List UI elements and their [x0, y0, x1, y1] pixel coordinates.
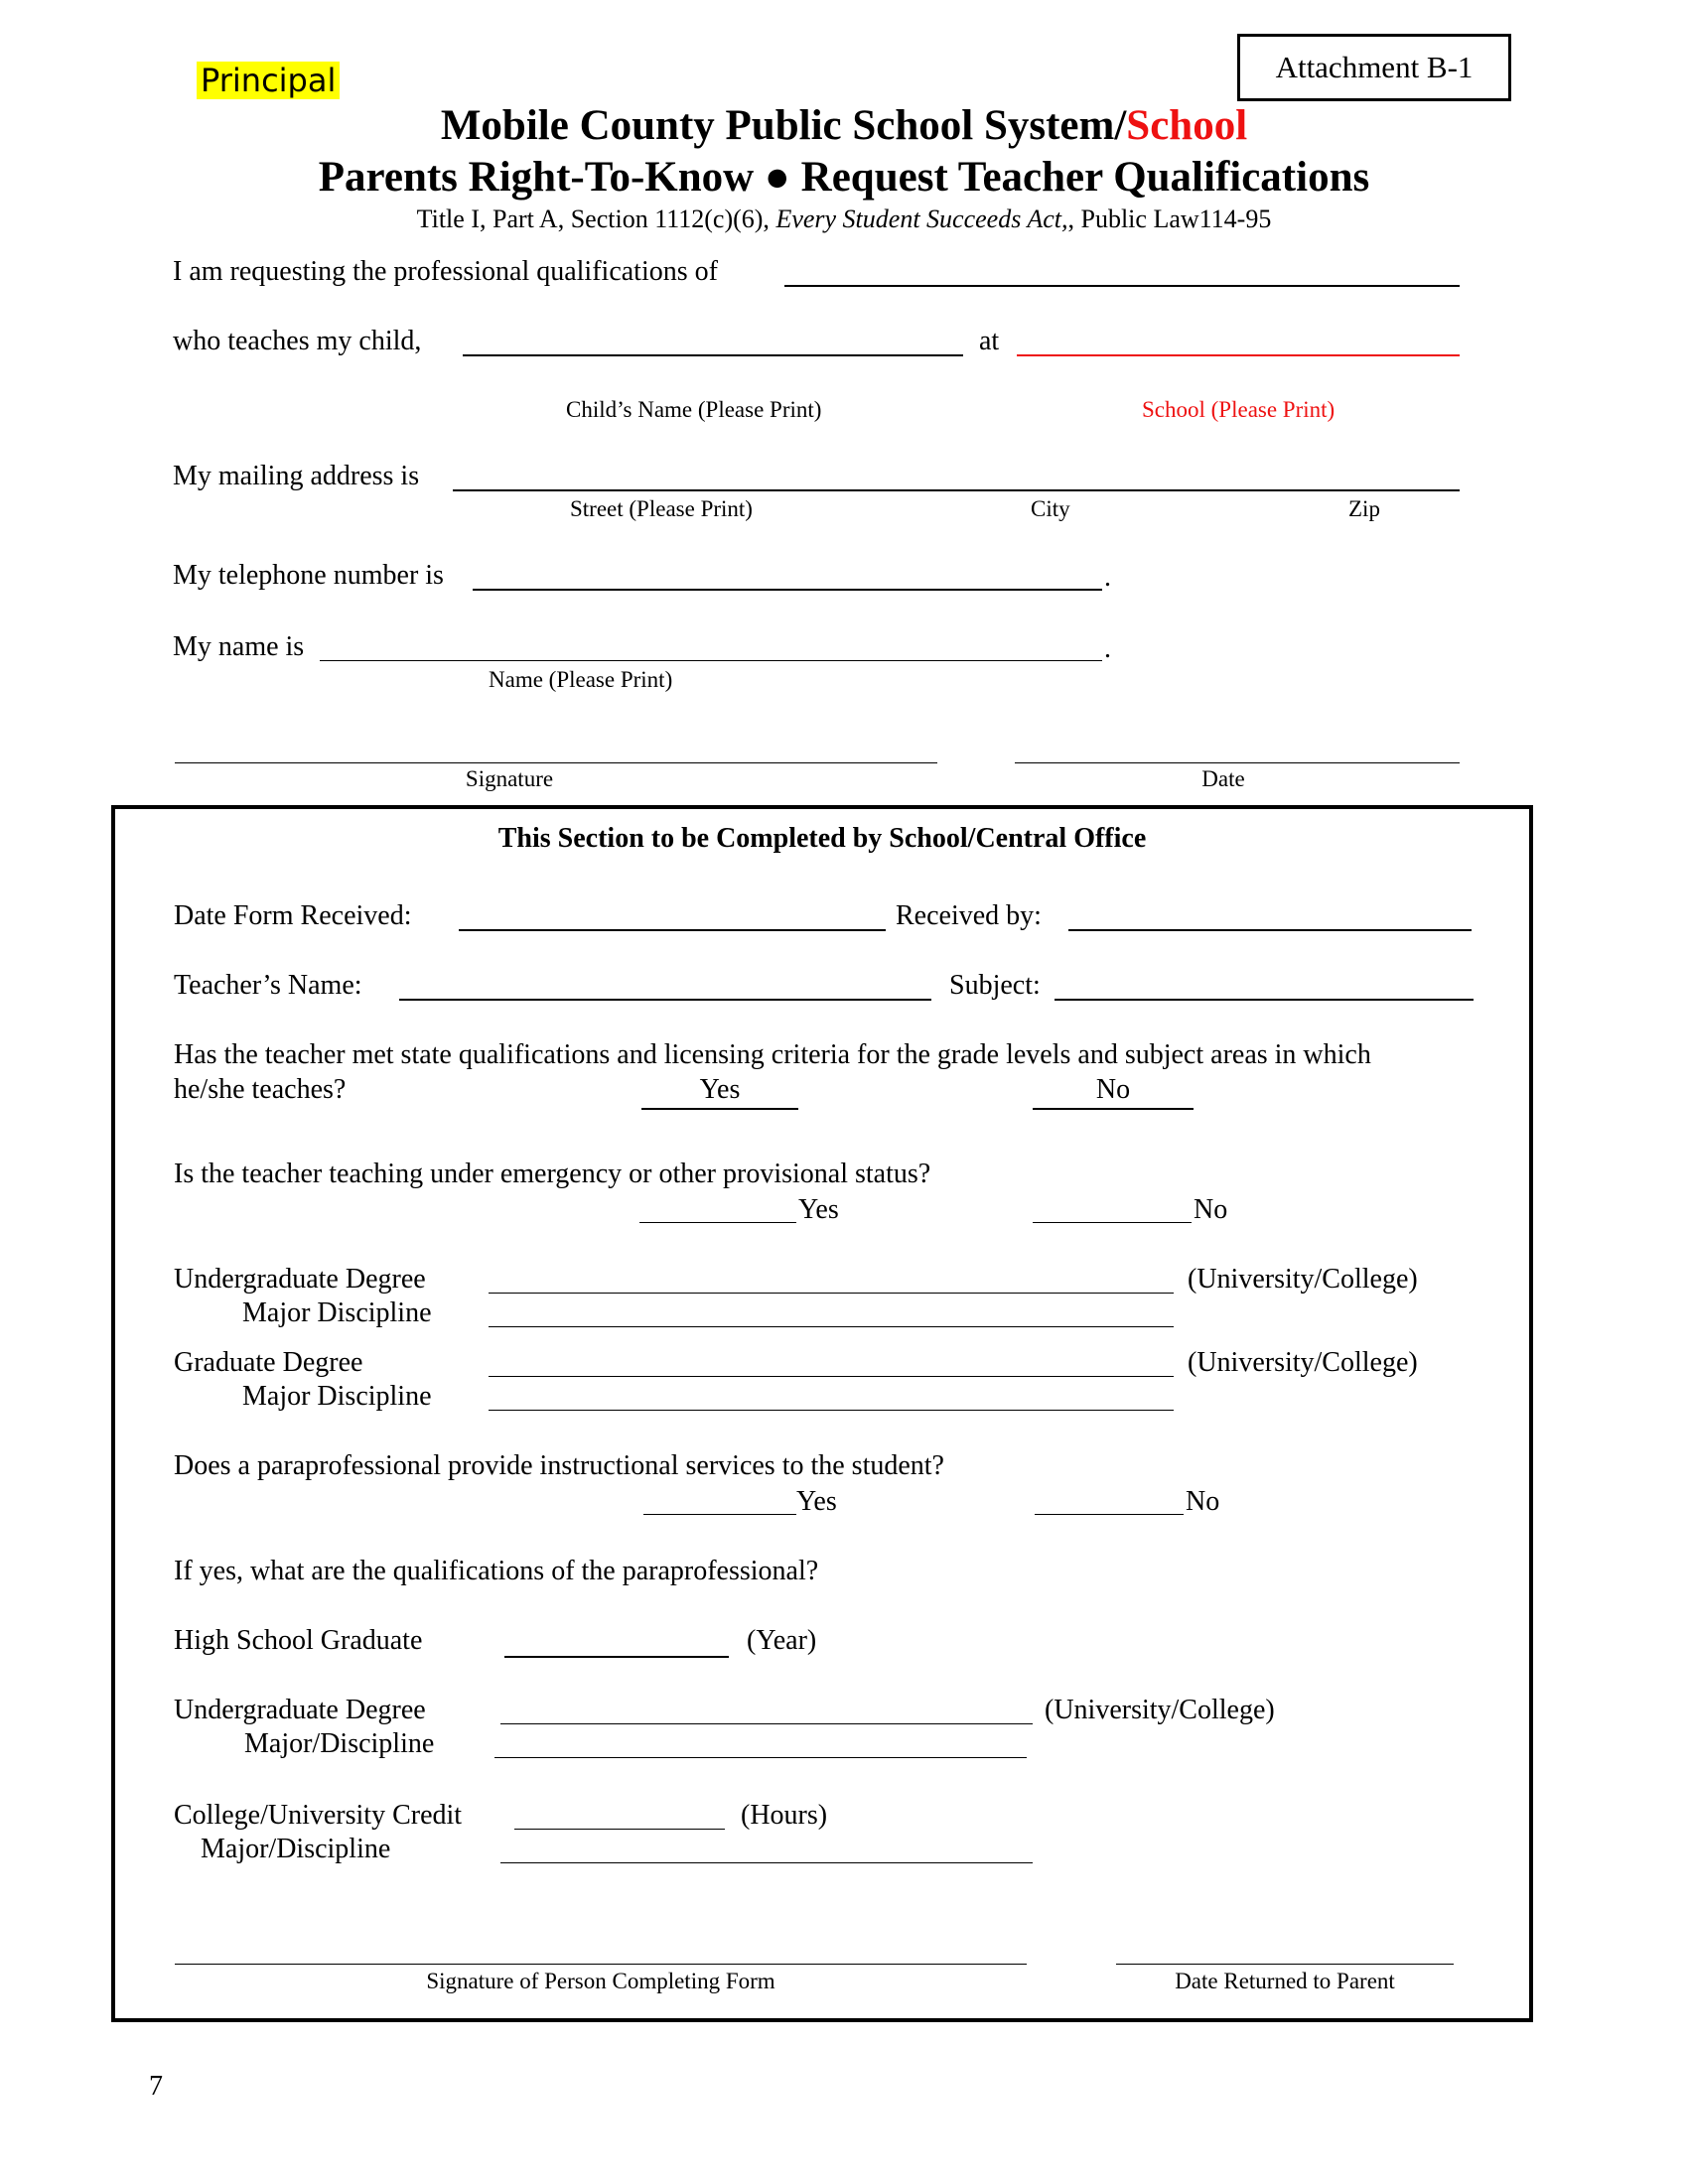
completing-signature-caption: Signature of Person Completing Form — [426, 1969, 775, 1993]
state-qual-no-field[interactable] — [1033, 1108, 1194, 1110]
emergency-no-label: No — [1194, 1194, 1228, 1225]
date-returned-caption: Date Returned to Parent — [1175, 1969, 1395, 1993]
parent-name-field[interactable] — [320, 660, 1102, 661]
para-yes-label: Yes — [796, 1486, 837, 1517]
date-caption: Date — [1201, 766, 1245, 791]
emergency-yes-label: Yes — [798, 1194, 839, 1225]
para-yes-field[interactable] — [643, 1514, 796, 1515]
school-name-field[interactable] — [1017, 354, 1460, 356]
school-caption: School (Please Print) — [1142, 397, 1336, 422]
emergency-yes-field[interactable] — [639, 1222, 796, 1223]
emergency-status-question: Is the teacher teaching under emergency or other provisional status? — [174, 1159, 931, 1189]
office-use-section — [111, 805, 1533, 2022]
state-qualification-question-line2: he/she teaches? — [174, 1074, 347, 1105]
city-caption: City — [1031, 496, 1070, 521]
parent-date-field[interactable] — [1015, 762, 1460, 763]
zip-caption: Zip — [1348, 496, 1380, 521]
subtitle-act-name: Every Student Succeeds Act, — [775, 205, 1068, 233]
state-qualification-question-line1: Has the teacher met state qualifications and licensing criteria for the grade levels and subject areas in which — [174, 1039, 1371, 1070]
form-title-line2: Parents Right-To-Know ● Request Teacher Qualifications — [318, 154, 1370, 201]
para-undergrad-label: Undergraduate Degree — [174, 1695, 426, 1725]
undergrad-university-label: (University/College) — [1188, 1264, 1418, 1295]
date-returned-field[interactable] — [1116, 1964, 1454, 1965]
teacher-name-label: Teacher’s Name: — [174, 970, 362, 1001]
mailing-address-label: My mailing address is — [173, 461, 420, 491]
state-qual-yes-label: Yes — [699, 1074, 741, 1105]
state-qual-yes-field[interactable] — [641, 1108, 798, 1110]
college-credit-label: College/University Credit — [174, 1800, 463, 1831]
subject-label: Subject: — [949, 970, 1041, 1001]
graduate-major-label: Major Discipline — [242, 1381, 432, 1412]
received-by-label: Received by: — [896, 900, 1042, 931]
telephone-field[interactable] — [473, 589, 1102, 591]
credit-major-label: Major/Discipline — [201, 1834, 391, 1864]
signature-caption: Signature — [465, 766, 554, 791]
name-caption: Name (Please Print) — [489, 667, 673, 692]
mailing-address-field[interactable] — [453, 489, 1460, 491]
completing-signature-field[interactable] — [175, 1964, 1027, 1965]
emergency-no-field[interactable] — [1033, 1222, 1192, 1223]
subtitle-part-c: , Public Law114-95 — [1067, 205, 1272, 233]
at-label: at — [979, 326, 1000, 356]
form-subtitle — [0, 205, 1688, 234]
graduate-degree-field[interactable] — [489, 1376, 1174, 1377]
name-period: . — [1104, 633, 1111, 664]
para-major-field[interactable] — [494, 1757, 1027, 1758]
para-no-label: No — [1186, 1486, 1220, 1517]
para-no-field[interactable] — [1035, 1514, 1184, 1515]
teacher-name-field[interactable] — [399, 999, 931, 1001]
para-major-label: Major/Discipline — [244, 1728, 435, 1759]
paraprofessional-question: Does a paraprofessional provide instructional services to the student? — [174, 1450, 944, 1481]
year-label: (Year) — [747, 1625, 817, 1656]
teacher-name-request-field[interactable] — [784, 285, 1460, 287]
para-undergrad-university-label: (University/College) — [1045, 1695, 1275, 1725]
date-received-label: Date Form Received: — [174, 900, 412, 931]
undergrad-major-label: Major Discipline — [242, 1297, 432, 1328]
graduate-major-field[interactable] — [489, 1410, 1174, 1411]
hs-graduate-label: High School Graduate — [174, 1625, 423, 1656]
credit-major-field[interactable] — [500, 1862, 1033, 1863]
teaches-child-label: who teaches my child, — [173, 326, 422, 356]
date-received-field[interactable] — [459, 929, 886, 931]
para-undergrad-field[interactable] — [500, 1723, 1033, 1724]
principal-highlight-tag: Principal — [197, 62, 340, 99]
street-caption: Street (Please Print) — [570, 496, 753, 521]
college-credit-hours-field[interactable] — [514, 1829, 725, 1830]
requesting-label: I am requesting the professional qualifications of — [173, 256, 718, 287]
undergrad-degree-field[interactable] — [489, 1293, 1174, 1294]
graduate-degree-label: Graduate Degree — [174, 1347, 363, 1378]
title-system: Mobile County Public School System/ — [440, 102, 1127, 149]
form-title-line1 — [0, 101, 1688, 150]
graduate-university-label: (University/College) — [1188, 1347, 1418, 1378]
paraprofessional-qualifications-question: If yes, what are the qualifications of the paraprofessional? — [174, 1556, 819, 1586]
office-section-heading: This Section to be Completed by School/Central Office — [497, 823, 1147, 854]
child-name-field[interactable] — [463, 354, 963, 356]
subject-field[interactable] — [1055, 999, 1474, 1001]
title-school: School — [1126, 102, 1248, 149]
attachment-label: Attachment B-1 — [1237, 34, 1511, 101]
state-qual-no-label: No — [1095, 1074, 1131, 1105]
undergrad-major-field[interactable] — [489, 1326, 1174, 1327]
hours-label: (Hours) — [741, 1800, 828, 1831]
hs-graduate-year-field[interactable] — [504, 1656, 729, 1658]
telephone-label: My telephone number is — [173, 560, 444, 591]
subtitle-part-a: Title I, Part A, Section 1112(c)(6), — [416, 205, 776, 233]
page-number: 7 — [149, 2071, 163, 2102]
parent-signature-field[interactable] — [175, 762, 937, 763]
telephone-period: . — [1104, 562, 1111, 593]
received-by-field[interactable] — [1068, 929, 1472, 931]
name-label: My name is — [173, 631, 305, 662]
undergrad-degree-label: Undergraduate Degree — [174, 1264, 426, 1295]
child-name-caption: Child’s Name (Please Print) — [566, 397, 822, 422]
